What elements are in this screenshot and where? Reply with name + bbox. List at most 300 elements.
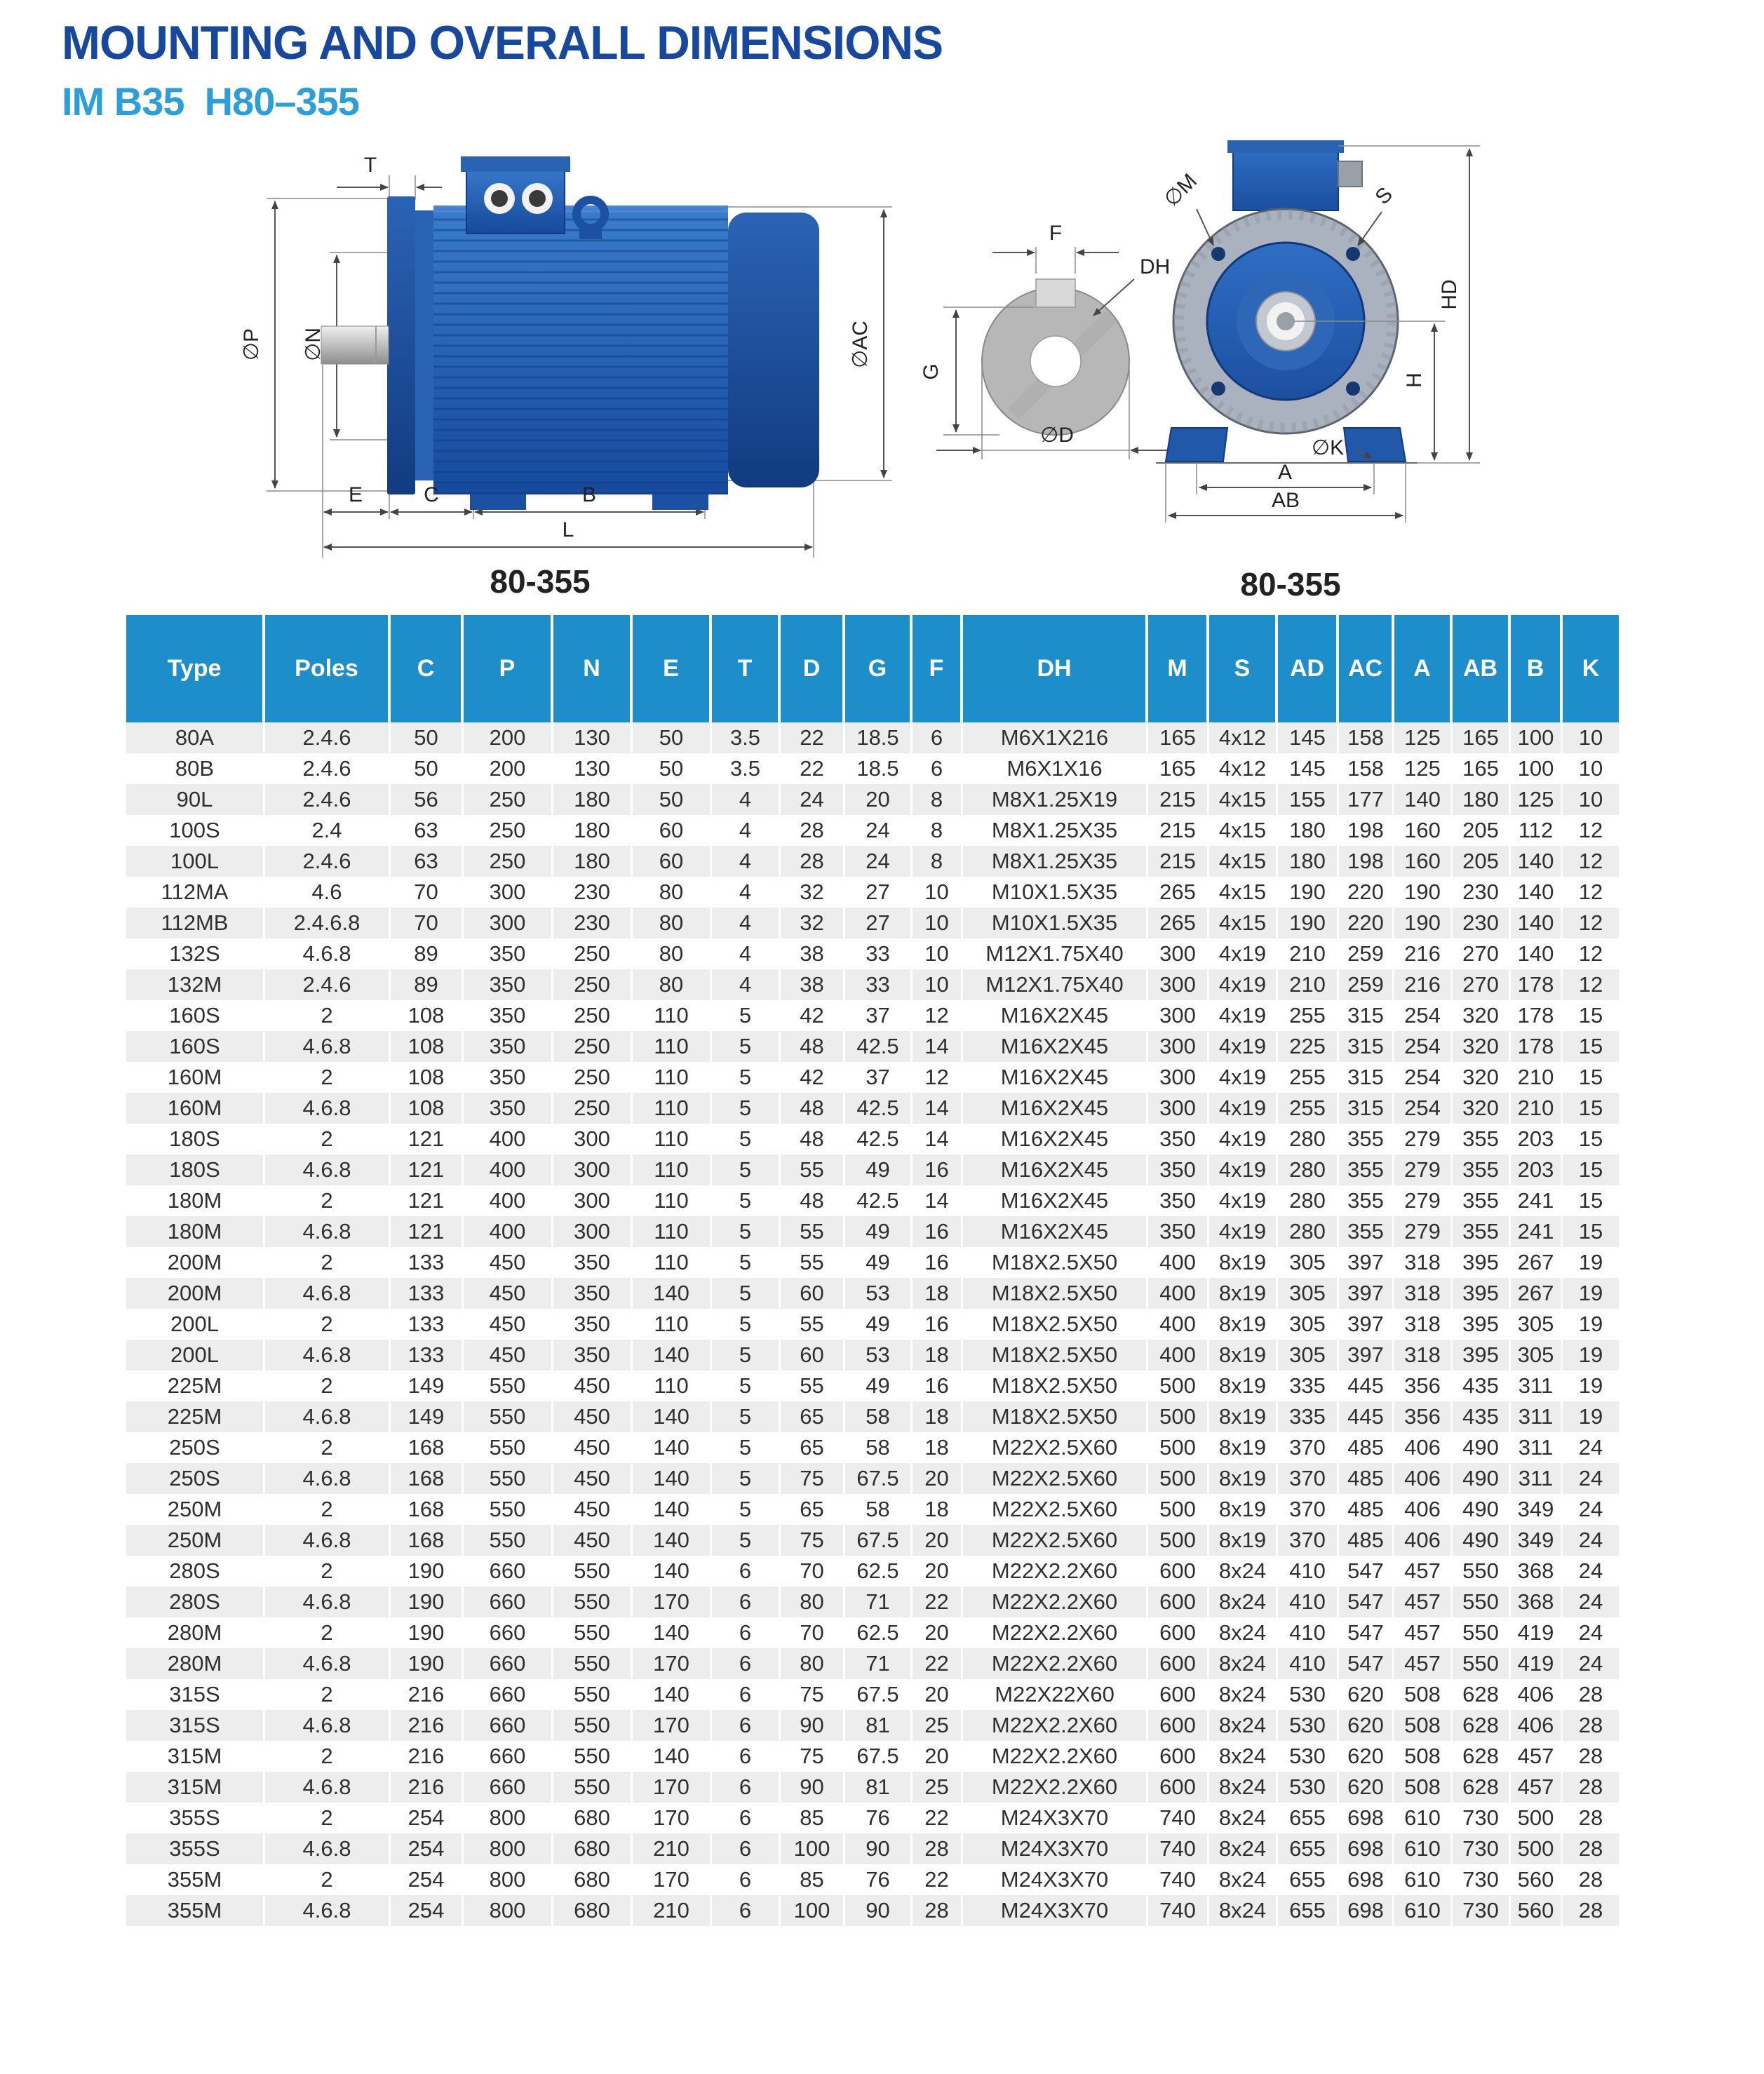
table-cell: 112 bbox=[1511, 815, 1563, 846]
table-cell: 12 bbox=[913, 1000, 963, 1031]
table-cell: 75 bbox=[781, 1741, 845, 1772]
table-cell: 457 bbox=[1394, 1556, 1453, 1587]
table-cell: 80 bbox=[781, 1587, 845, 1617]
table-cell: 49 bbox=[845, 1154, 913, 1185]
table-cell: 315 bbox=[1339, 1031, 1394, 1062]
table-row bbox=[126, 1494, 1619, 1525]
table-cell: 2 bbox=[265, 1124, 391, 1154]
table-cell: 18.5 bbox=[845, 722, 913, 753]
table-cell: 112MB bbox=[126, 908, 265, 938]
table-cell: 76 bbox=[845, 1803, 913, 1833]
table-cell: 4 bbox=[712, 938, 781, 969]
table-cell: 406 bbox=[1511, 1710, 1563, 1741]
table-cell: 450 bbox=[553, 1463, 633, 1494]
table-cell: M22X2.5X60 bbox=[963, 1463, 1148, 1494]
side-view-diagram bbox=[231, 137, 905, 568]
table-cell: 450 bbox=[553, 1494, 633, 1525]
table-cell: 550 bbox=[553, 1648, 633, 1679]
table-cell: 311 bbox=[1511, 1432, 1563, 1463]
table-cell: 178 bbox=[1511, 1031, 1563, 1062]
table-cell: 5 bbox=[712, 1432, 781, 1463]
table-cell: 400 bbox=[1148, 1278, 1209, 1309]
table-cell: 305 bbox=[1511, 1309, 1563, 1340]
table-cell: 216 bbox=[391, 1772, 464, 1803]
table-cell: 250 bbox=[553, 1062, 633, 1093]
table-cell: 225M bbox=[126, 1401, 265, 1432]
table-cell: 140 bbox=[1394, 784, 1453, 815]
table-cell: 55 bbox=[781, 1247, 845, 1278]
table-cell: 350 bbox=[1148, 1216, 1209, 1247]
table-cell: 130 bbox=[553, 753, 633, 784]
table-cell: 279 bbox=[1394, 1216, 1453, 1247]
table-cell: 280S bbox=[126, 1556, 265, 1587]
table-cell: 62.5 bbox=[845, 1617, 913, 1648]
table-cell: 400 bbox=[1148, 1309, 1209, 1340]
table-cell: 125 bbox=[1394, 753, 1453, 784]
dim-label-K: ∅K bbox=[1312, 436, 1345, 459]
table-row bbox=[126, 1648, 1619, 1679]
table-row bbox=[126, 1185, 1619, 1216]
table-cell: 55 bbox=[781, 1216, 845, 1247]
table-cell: 8x24 bbox=[1209, 1864, 1278, 1895]
table-cell: M22X2.2X60 bbox=[963, 1587, 1148, 1617]
table-cell: 100S bbox=[126, 815, 265, 846]
table-cell: 53 bbox=[845, 1278, 913, 1309]
table-cell: M24X3X70 bbox=[963, 1833, 1148, 1864]
table-cell: 80 bbox=[633, 877, 712, 908]
table-cell: 63 bbox=[391, 815, 464, 846]
table-cell: 350 bbox=[464, 1093, 553, 1124]
table-cell: 254 bbox=[1394, 1031, 1453, 1062]
table-cell: 550 bbox=[553, 1556, 633, 1587]
column-header-poles: Poles bbox=[265, 615, 391, 722]
table-cell: 6 bbox=[712, 1895, 781, 1926]
table-cell: 10 bbox=[913, 938, 963, 969]
table-cell: 225M bbox=[126, 1371, 265, 1401]
table-cell: M8X1.25X35 bbox=[963, 846, 1148, 877]
table-cell: 48 bbox=[781, 1031, 845, 1062]
table-cell: 490 bbox=[1453, 1463, 1511, 1494]
table-cell: 320 bbox=[1453, 1093, 1511, 1124]
table-cell: M12X1.75X40 bbox=[963, 938, 1148, 969]
table-cell: 550 bbox=[1453, 1617, 1511, 1648]
table-cell: 800 bbox=[464, 1864, 553, 1895]
table-cell: 49 bbox=[845, 1309, 913, 1340]
table-cell: 395 bbox=[1453, 1309, 1511, 1340]
dim-label-AB: AB bbox=[1271, 489, 1300, 512]
table-cell: 550 bbox=[553, 1617, 633, 1648]
table-cell: 198 bbox=[1339, 846, 1394, 877]
table-cell: 410 bbox=[1278, 1617, 1339, 1648]
table-cell: 38 bbox=[781, 938, 845, 969]
table-cell: 20 bbox=[913, 1463, 963, 1494]
table-cell: 4x12 bbox=[1209, 753, 1278, 784]
table-cell: 600 bbox=[1148, 1772, 1209, 1803]
table-cell: 80 bbox=[781, 1648, 845, 1679]
column-header-dh: DH bbox=[963, 615, 1148, 722]
table-cell: 435 bbox=[1453, 1401, 1511, 1432]
table-cell: 8x24 bbox=[1209, 1556, 1278, 1587]
table-cell: 110 bbox=[633, 1062, 712, 1093]
table-cell: 550 bbox=[464, 1463, 553, 1494]
table-cell: 4.6.8 bbox=[265, 1401, 391, 1432]
table-cell: 75 bbox=[781, 1463, 845, 1494]
foot bbox=[470, 494, 526, 510]
table-cell: 8x24 bbox=[1209, 1833, 1278, 1864]
table-cell: 121 bbox=[391, 1154, 464, 1185]
table-cell: 350 bbox=[464, 1031, 553, 1062]
table-cell: 250 bbox=[464, 846, 553, 877]
table-cell: 530 bbox=[1278, 1772, 1339, 1803]
table-cell: 500 bbox=[1148, 1401, 1209, 1432]
page-subtitle: IM B35 H80–355 bbox=[62, 79, 359, 123]
table-cell: 6 bbox=[913, 753, 963, 784]
table-cell: 80 bbox=[633, 908, 712, 938]
table-cell: 67.5 bbox=[845, 1741, 913, 1772]
table-cell: 28 bbox=[1578, 1898, 1603, 1923]
table-cell: 42 bbox=[781, 1062, 845, 1093]
table-cell: 660 bbox=[464, 1772, 553, 1803]
table-cell: 457 bbox=[1511, 1772, 1563, 1803]
column-header-ad: AD bbox=[1278, 615, 1339, 722]
table-cell: 81 bbox=[845, 1772, 913, 1803]
table-cell: 4 bbox=[712, 877, 781, 908]
table-cell: 2.4.6 bbox=[265, 846, 391, 877]
table-cell: 250 bbox=[553, 969, 633, 1000]
table-cell: 698 bbox=[1339, 1833, 1394, 1864]
table-cell: 350 bbox=[553, 1309, 633, 1340]
table-cell: 8x19 bbox=[1209, 1340, 1278, 1371]
table-cell: 800 bbox=[464, 1833, 553, 1864]
table-cell: 90 bbox=[781, 1710, 845, 1741]
table-cell: 6 bbox=[712, 1556, 781, 1587]
table-cell: 5 bbox=[712, 1154, 781, 1185]
table-cell: 6 bbox=[712, 1679, 781, 1710]
table-cell: 200M bbox=[126, 1278, 265, 1309]
table-cell: 250M bbox=[126, 1525, 265, 1556]
table-cell: 8x19 bbox=[1209, 1278, 1278, 1309]
dim-label-F: F bbox=[1049, 222, 1063, 245]
table-cell: 4.6.8 bbox=[265, 1216, 391, 1247]
table-cell: 550 bbox=[553, 1710, 633, 1741]
table-cell: 6 bbox=[712, 1864, 781, 1895]
table-cell: 406 bbox=[1394, 1494, 1453, 1525]
table-cell: 6 bbox=[712, 1648, 781, 1679]
table-cell: 110 bbox=[633, 1124, 712, 1154]
table-cell: 445 bbox=[1339, 1371, 1394, 1401]
table-cell: 4x15 bbox=[1209, 784, 1278, 815]
table-cell: 16 bbox=[913, 1247, 963, 1278]
column-header-f: F bbox=[913, 615, 963, 722]
table-cell: 315S bbox=[126, 1679, 265, 1710]
table-cell: 4 bbox=[712, 815, 781, 846]
table-cell: 547 bbox=[1339, 1587, 1394, 1617]
table-cell: 265 bbox=[1148, 908, 1209, 938]
table-cell: 370 bbox=[1278, 1494, 1339, 1525]
table-cell: 254 bbox=[1394, 1093, 1453, 1124]
table-cell: 8x24 bbox=[1209, 1772, 1278, 1803]
table-cell: 24 bbox=[781, 784, 845, 815]
column-header-type: Type bbox=[126, 615, 265, 722]
table-row bbox=[126, 1556, 1619, 1587]
table-cell: M22X2.2X60 bbox=[963, 1741, 1148, 1772]
table-cell: 140 bbox=[633, 1340, 712, 1371]
table-cell: 550 bbox=[553, 1741, 633, 1772]
table-cell: 4x19 bbox=[1209, 1062, 1278, 1093]
table-cell: 305 bbox=[1278, 1309, 1339, 1340]
table-cell: 355 bbox=[1339, 1216, 1394, 1247]
table-cell: 4.6.8 bbox=[265, 1278, 391, 1309]
shaft-center bbox=[1277, 312, 1295, 330]
table-cell: 610 bbox=[1394, 1833, 1453, 1864]
table-cell: 8x24 bbox=[1209, 1648, 1278, 1679]
table-cell: 90 bbox=[781, 1772, 845, 1803]
table-cell: 55 bbox=[781, 1371, 845, 1401]
table-cell: 320 bbox=[1453, 1062, 1511, 1093]
table-cell: 140 bbox=[633, 1741, 712, 1772]
table-cell: 315S bbox=[126, 1710, 265, 1741]
table-cell: 210 bbox=[1278, 969, 1339, 1000]
table-cell: 350 bbox=[464, 1000, 553, 1031]
table-cell: 490 bbox=[1453, 1525, 1511, 1556]
table-cell: 655 bbox=[1278, 1895, 1339, 1926]
table-cell: 32 bbox=[781, 908, 845, 938]
table-cell: 12 bbox=[1578, 972, 1603, 997]
table-cell: 20 bbox=[913, 1525, 963, 1556]
table-cell: 140 bbox=[633, 1556, 712, 1587]
table-cell: 4.6.8 bbox=[265, 1463, 391, 1494]
table-cell: 110 bbox=[633, 1185, 712, 1216]
table-row bbox=[126, 846, 1619, 877]
table-cell: 740 bbox=[1148, 1803, 1209, 1833]
table-cell: 419 bbox=[1511, 1648, 1563, 1679]
table-cell: 655 bbox=[1278, 1833, 1339, 1864]
table-cell: 300 bbox=[1148, 1093, 1209, 1124]
column-header-g: G bbox=[845, 615, 913, 722]
table-cell: 67.5 bbox=[845, 1463, 913, 1494]
table-cell: 70 bbox=[781, 1556, 845, 1587]
table-cell: 350 bbox=[1148, 1124, 1209, 1154]
table-cell: 300 bbox=[553, 1154, 633, 1185]
table-cell: 250M bbox=[126, 1494, 265, 1525]
table-cell: 4.6.8 bbox=[265, 1340, 391, 1371]
table-cell: 680 bbox=[553, 1864, 633, 1895]
table-cell: 165 bbox=[1148, 722, 1209, 753]
table-cell: 5 bbox=[712, 1000, 781, 1031]
table-cell: 370 bbox=[1278, 1463, 1339, 1494]
column-header-e: E bbox=[633, 615, 712, 722]
table-row bbox=[126, 1093, 1619, 1124]
table-cell: 28 bbox=[1578, 1775, 1603, 1799]
table-cell: 14 bbox=[913, 1124, 963, 1154]
table-cell: M16X2X45 bbox=[963, 1000, 1148, 1031]
table-cell: 170 bbox=[633, 1864, 712, 1895]
table-cell: 350 bbox=[1148, 1185, 1209, 1216]
table-cell: 220 bbox=[1339, 877, 1394, 908]
table-row bbox=[126, 938, 1619, 969]
table-cell: 168 bbox=[391, 1525, 464, 1556]
table-row bbox=[126, 1154, 1619, 1185]
table-cell: 12 bbox=[1578, 941, 1603, 966]
table-cell: 145 bbox=[1278, 753, 1339, 784]
table-cell: 170 bbox=[633, 1648, 712, 1679]
table-cell: 19 bbox=[1578, 1404, 1603, 1429]
table-cell: 350 bbox=[553, 1340, 633, 1371]
table-cell: 149 bbox=[391, 1371, 464, 1401]
table-cell: 349 bbox=[1511, 1525, 1563, 1556]
table-cell: 121 bbox=[391, 1185, 464, 1216]
table-cell: 4.6.8 bbox=[265, 1895, 391, 1926]
table-cell: 485 bbox=[1339, 1432, 1394, 1463]
table-cell: 58 bbox=[845, 1401, 913, 1432]
table-cell: 600 bbox=[1148, 1648, 1209, 1679]
dim-label-B: B bbox=[581, 483, 597, 506]
table-cell: 311 bbox=[1511, 1463, 1563, 1494]
table-cell: 5 bbox=[712, 1401, 781, 1432]
table-cell: 110 bbox=[633, 1371, 712, 1401]
table-cell: 24 bbox=[1578, 1620, 1603, 1645]
fan-cover bbox=[728, 213, 819, 487]
table-cell: 355M bbox=[126, 1864, 265, 1895]
table-cell: 215 bbox=[1148, 815, 1209, 846]
table-cell: 133 bbox=[391, 1278, 464, 1309]
table-cell: 2 bbox=[265, 1864, 391, 1895]
table-cell: 4x19 bbox=[1209, 1093, 1278, 1124]
table-cell: 660 bbox=[464, 1556, 553, 1587]
table-cell: 149 bbox=[391, 1401, 464, 1432]
table-cell: 28 bbox=[1578, 1744, 1603, 1768]
table-cell: 70 bbox=[781, 1617, 845, 1648]
table-cell: 698 bbox=[1339, 1895, 1394, 1926]
table-cell: 19 bbox=[1578, 1250, 1603, 1274]
table-cell: 4x19 bbox=[1209, 969, 1278, 1000]
table-cell: 168 bbox=[391, 1432, 464, 1463]
table-cell: 311 bbox=[1511, 1401, 1563, 1432]
table-cell: 67.5 bbox=[845, 1525, 913, 1556]
table-cell: 6 bbox=[712, 1833, 781, 1864]
table-cell: 5 bbox=[712, 1278, 781, 1309]
table-cell: 65 bbox=[781, 1494, 845, 1525]
column-header-d: D bbox=[781, 615, 845, 722]
table-cell: 698 bbox=[1339, 1864, 1394, 1895]
table-cell: 4x15 bbox=[1209, 815, 1278, 846]
table-cell: 168 bbox=[391, 1463, 464, 1494]
table-cell: 680 bbox=[553, 1803, 633, 1833]
table-cell: M18X2.5X50 bbox=[963, 1371, 1148, 1401]
table-cell: 300 bbox=[464, 877, 553, 908]
table-cell: 550 bbox=[464, 1432, 553, 1463]
table-cell: 25 bbox=[913, 1772, 963, 1803]
table-cell: 121 bbox=[391, 1216, 464, 1247]
table-cell: 300 bbox=[1148, 1031, 1209, 1062]
table-cell: 170 bbox=[633, 1710, 712, 1741]
table-cell: 4.6.8 bbox=[265, 1648, 391, 1679]
table-cell: M6X1X216 bbox=[963, 722, 1148, 753]
table-cell: 28 bbox=[913, 1895, 963, 1926]
table-cell: 400 bbox=[464, 1154, 553, 1185]
table-cell: 4 bbox=[712, 784, 781, 815]
table-row bbox=[126, 1216, 1619, 1247]
table-cell: 89 bbox=[391, 969, 464, 1000]
table-cell: 300 bbox=[553, 1185, 633, 1216]
table-cell: 610 bbox=[1394, 1803, 1453, 1833]
table-cell: 100 bbox=[781, 1833, 845, 1864]
table-row bbox=[126, 1401, 1619, 1432]
table-cell: 2 bbox=[265, 1741, 391, 1772]
table-cell: 395 bbox=[1453, 1247, 1511, 1278]
table-cell: 22 bbox=[781, 753, 845, 784]
table-cell: 8x19 bbox=[1209, 1525, 1278, 1556]
table-cell: 71 bbox=[845, 1648, 913, 1679]
table-cell: 6 bbox=[712, 1710, 781, 1741]
shaft bbox=[321, 326, 389, 364]
table-cell: 254 bbox=[1394, 1062, 1453, 1093]
table-cell: 547 bbox=[1339, 1556, 1394, 1587]
dim-label-T: T bbox=[363, 154, 377, 177]
table-cell: 121 bbox=[391, 1124, 464, 1154]
table-cell: 355M bbox=[126, 1895, 265, 1926]
table-row bbox=[126, 1772, 1619, 1803]
table-cell: 28 bbox=[1578, 1805, 1603, 1830]
table-row bbox=[126, 1124, 1619, 1154]
table-cell: 28 bbox=[1578, 1836, 1603, 1861]
table-cell: 132S bbox=[126, 938, 265, 969]
table-row bbox=[126, 1525, 1619, 1556]
table-cell: 305 bbox=[1278, 1247, 1339, 1278]
table-cell: 300 bbox=[553, 1124, 633, 1154]
table-cell: 28 bbox=[913, 1833, 963, 1864]
dim-label-S: S bbox=[1371, 182, 1398, 210]
table-cell: 730 bbox=[1453, 1833, 1511, 1864]
table-cell: 5 bbox=[712, 1062, 781, 1093]
table-cell: 485 bbox=[1339, 1525, 1394, 1556]
table-cell: 300 bbox=[464, 908, 553, 938]
table-cell: 406 bbox=[1394, 1432, 1453, 1463]
table-cell: 170 bbox=[633, 1587, 712, 1617]
dim-label-D: ∅D bbox=[1040, 424, 1074, 447]
table-row bbox=[126, 877, 1619, 908]
table-cell: 8x19 bbox=[1209, 1247, 1278, 1278]
table-cell: 355 bbox=[1453, 1216, 1511, 1247]
table-cell: 155 bbox=[1278, 784, 1339, 815]
table-cell: 140 bbox=[1511, 938, 1563, 969]
table-cell: 265 bbox=[1148, 877, 1209, 908]
table-cell: 547 bbox=[1339, 1648, 1394, 1679]
table-cell: 311 bbox=[1511, 1371, 1563, 1401]
table-cell: 500 bbox=[1148, 1494, 1209, 1525]
table-cell: 457 bbox=[1394, 1617, 1453, 1648]
table-cell: 4.6.8 bbox=[265, 1587, 391, 1617]
column-header-n: N bbox=[553, 615, 633, 722]
table-cell: 2 bbox=[265, 1185, 391, 1216]
column-header-k: K bbox=[1563, 615, 1619, 722]
table-cell: 110 bbox=[633, 1247, 712, 1278]
table-cell: 140 bbox=[633, 1679, 712, 1710]
table-cell: 18 bbox=[913, 1278, 963, 1309]
table-cell: 450 bbox=[553, 1525, 633, 1556]
table-cell: 160M bbox=[126, 1062, 265, 1093]
table-cell: 740 bbox=[1148, 1864, 1209, 1895]
table-cell: 4.6.8 bbox=[265, 1833, 391, 1864]
table-cell: M22X2.2X60 bbox=[963, 1648, 1148, 1679]
table-cell: 110 bbox=[633, 1154, 712, 1185]
table-cell: 2.4.6 bbox=[265, 753, 391, 784]
table-cell: 190 bbox=[1394, 877, 1453, 908]
table-cell: 355S bbox=[126, 1803, 265, 1833]
table-cell: 24 bbox=[1578, 1528, 1603, 1552]
table-cell: 16 bbox=[913, 1154, 963, 1185]
table-cell: 190 bbox=[391, 1556, 464, 1587]
